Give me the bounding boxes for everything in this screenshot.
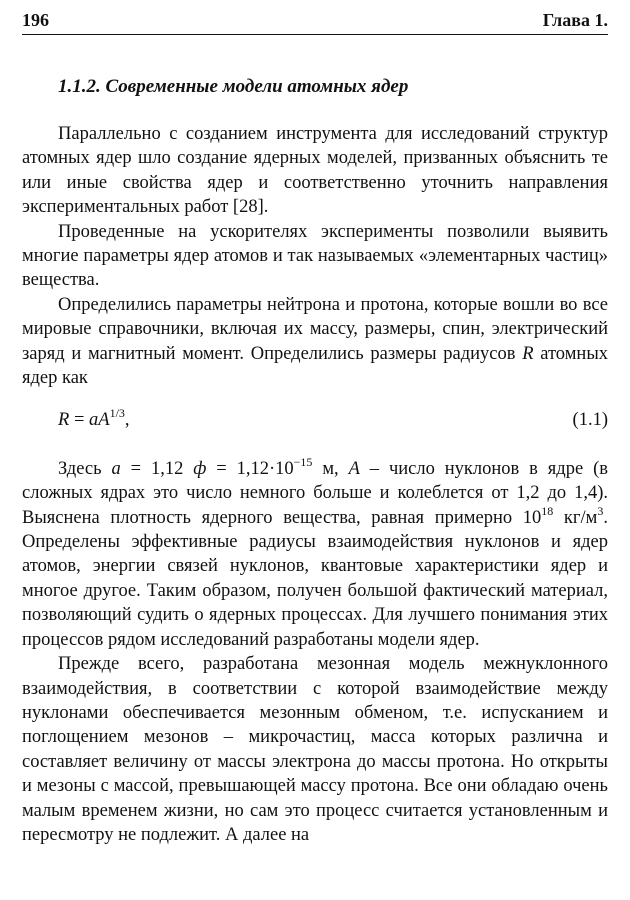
body-text — [22, 122, 608, 847]
paragraph-2: Проведенные на ускорителях эксперименты позволили выявить многие параметры ядер атомов и так называемых «элементарных частиц» вещества. — [22, 221, 608, 291]
paragraph-5: Прежде всего, разработана мезонная модель межнуклонного взаимодействия, в соответствии с которой взаимодействие между нуклонами обеспечивается мезонным обменом, т.е. испусканием и поглощением мезонов – микрочастиц, масса которых различна и составляет величину от массы электрона до массы протона. Но открыты и мезоны с массой, превышающей массу протона. Все они обладаю очень малым временем жизни, но сам это процесс считается установленным и пересмотру не подлежит. А далее на — [22, 654, 608, 845]
paragraph-1: Параллельно с созданием инструмента для исследований структур атомных ядер шло создание ядерных моделей, призванных объяснить те или иные свойства ядер и соответственно уточнить направления экспериментальных работ [28]. — [22, 124, 608, 218]
page-header — [22, 8, 608, 35]
var-R: R — [522, 343, 534, 364]
equation-number: (1.1) — [572, 410, 608, 431]
paragraph-3: Определились параметры нейтрона и протона, которые вошли во все мировые справочники, включая их массу, размеры, спин, электрический заряд и магнитный момент. Определились размеры радиусов R атомных ядер как — [22, 294, 608, 389]
section-title: 1.1.2. Современные модели атомных ядер — [58, 76, 409, 97]
equation-body: $R = aA^{1/3}$, — [58, 406, 130, 431]
page-number: 196 — [22, 10, 49, 30]
chapter-label: Глава 1. — [542, 10, 608, 30]
equation-1-1 — [22, 408, 608, 432]
paragraph-4: Здесь a = 1,12 $ф = 1,12\cdot 10^{-15}$ м, A – число нуклонов в ядре (в сложных ядрах это число немного больше и колеблется от 1,2 до 1,4). Выяснена плотность ядерного вещества, равная примерно $10^{18}$ $кг/м^3$. Определены эффективные радиусы взаимодействия нуклонов и ядер атомов, энергии связей нуклонов, квантовые характеристики ядер и многое другое. Таким образом, получен большой фактический материал, позволяющий судить о ядерных процессах. Для лучшего понимания этих процессов рядом исследований разработаны модели ядер. — [22, 454, 608, 650]
